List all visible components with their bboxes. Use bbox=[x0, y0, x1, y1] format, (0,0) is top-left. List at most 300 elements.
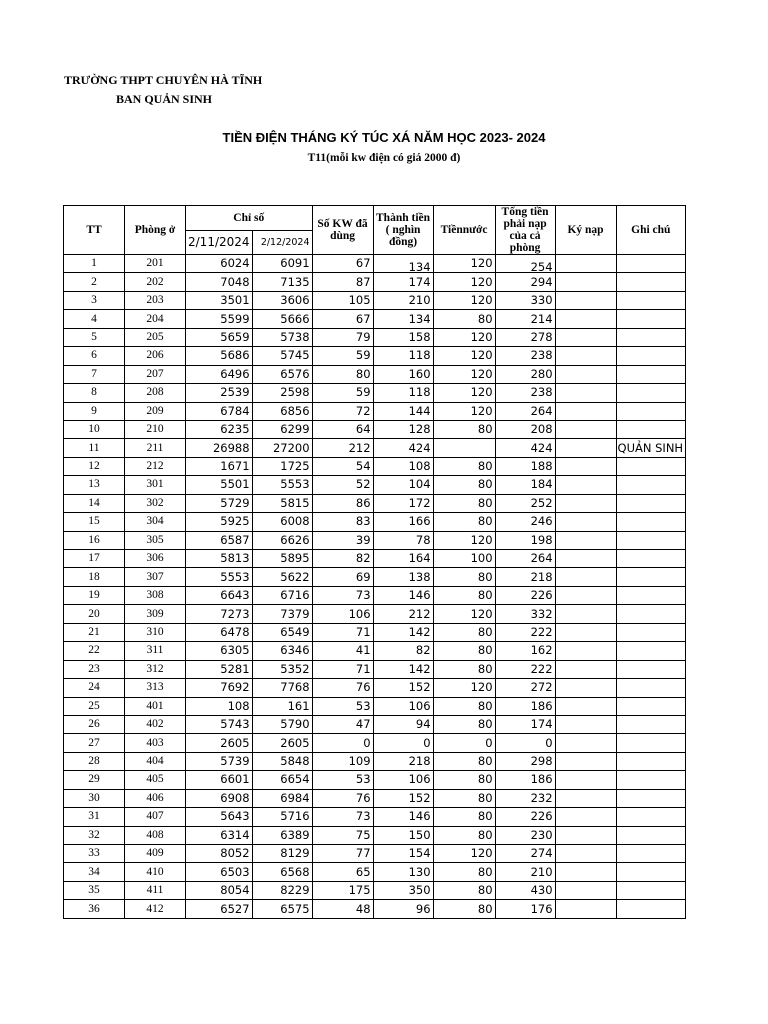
cell-value: 79 bbox=[355, 329, 371, 344]
cell-signed bbox=[555, 457, 616, 475]
cell-value: 201 bbox=[146, 257, 164, 270]
cell-note bbox=[616, 328, 686, 346]
cell-room bbox=[125, 273, 186, 291]
cell-value: 212 bbox=[348, 440, 371, 455]
cell-value: 59 bbox=[355, 385, 371, 400]
cell-value: 222 bbox=[530, 661, 553, 676]
table-row bbox=[64, 863, 686, 881]
cell-value: 53 bbox=[355, 772, 371, 787]
cell-end bbox=[252, 550, 312, 568]
department-name: BAN QUẢN SINH bbox=[116, 92, 213, 106]
cell-value: 10 bbox=[88, 423, 100, 436]
cell-value: 25 bbox=[88, 699, 100, 712]
cell-amount bbox=[373, 568, 433, 586]
cell-value: 120 bbox=[470, 293, 493, 308]
cell-room bbox=[125, 347, 186, 365]
cell-water bbox=[433, 439, 495, 457]
table-row bbox=[64, 845, 686, 863]
cell-room bbox=[125, 476, 186, 494]
cell-total bbox=[495, 531, 555, 549]
cell-tt bbox=[64, 420, 125, 438]
cell-value: 408 bbox=[146, 828, 164, 841]
cell-value: 3 bbox=[91, 294, 97, 307]
cell-value: 7048 bbox=[220, 274, 250, 289]
cell-value: 12 bbox=[88, 460, 100, 473]
cell-value: 134 bbox=[408, 260, 431, 275]
cell-end bbox=[252, 808, 312, 826]
cell-water bbox=[433, 623, 495, 641]
cell-value: 41 bbox=[355, 643, 371, 658]
cell-start bbox=[186, 826, 253, 844]
cell-value: 264 bbox=[530, 403, 553, 418]
cell-value: 172 bbox=[408, 495, 431, 510]
cell-value: 409 bbox=[146, 847, 164, 860]
cell-value: 298 bbox=[530, 754, 553, 769]
cell-note bbox=[616, 881, 686, 899]
cell-value: 6576 bbox=[280, 366, 310, 381]
cell-value: 80 bbox=[477, 495, 493, 510]
cell-value: 401 bbox=[146, 699, 164, 712]
cell-value: 5352 bbox=[280, 661, 310, 676]
cell-value: 188 bbox=[530, 459, 553, 474]
cell-value: 174 bbox=[530, 717, 553, 732]
cell-water bbox=[433, 384, 495, 402]
cell-value: 212 bbox=[408, 606, 431, 621]
cell-value: 7135 bbox=[280, 274, 310, 289]
cell-value: 6389 bbox=[280, 827, 310, 842]
cell-tt bbox=[64, 568, 125, 586]
cell-value: 109 bbox=[348, 754, 371, 769]
col-water: Tiềnnước bbox=[433, 206, 495, 255]
cell-total bbox=[495, 900, 555, 918]
cell-value: 175 bbox=[348, 883, 371, 898]
cell-tt bbox=[64, 752, 125, 770]
cell-amount bbox=[373, 660, 433, 678]
cell-value: 14 bbox=[88, 496, 100, 509]
cell-amount bbox=[373, 734, 433, 752]
cell-value: 144 bbox=[408, 403, 431, 418]
cell-end bbox=[252, 568, 312, 586]
cell-kw bbox=[312, 365, 373, 383]
cell-value: 0 bbox=[423, 735, 431, 750]
cell-room bbox=[125, 623, 186, 641]
table-row bbox=[64, 734, 686, 752]
cell-tt bbox=[64, 513, 125, 531]
cell-value: 82 bbox=[355, 551, 371, 566]
cell-amount bbox=[373, 881, 433, 899]
cell-start bbox=[186, 273, 253, 291]
cell-value: 305 bbox=[146, 533, 164, 546]
cell-amount bbox=[373, 550, 433, 568]
cell-kw bbox=[312, 623, 373, 641]
cell-water bbox=[433, 402, 495, 420]
cell-value: 69 bbox=[355, 569, 371, 584]
cell-value: 312 bbox=[146, 662, 164, 675]
cell-end bbox=[252, 513, 312, 531]
cell-value: 198 bbox=[530, 532, 553, 547]
cell-amount bbox=[373, 476, 433, 494]
cell-kw bbox=[312, 476, 373, 494]
cell-value: 154 bbox=[408, 846, 431, 861]
cell-water bbox=[433, 734, 495, 752]
cell-water bbox=[433, 476, 495, 494]
cell-value: 30 bbox=[88, 791, 100, 804]
table-row bbox=[64, 586, 686, 604]
cell-room bbox=[125, 494, 186, 512]
table-row bbox=[64, 365, 686, 383]
cell-tt bbox=[64, 734, 125, 752]
table-row bbox=[64, 273, 686, 291]
cell-value: 80 bbox=[477, 883, 493, 898]
cell-value: 5716 bbox=[280, 809, 310, 824]
cell-room bbox=[125, 789, 186, 807]
cell-value: 52 bbox=[355, 477, 371, 492]
cell-value: 120 bbox=[470, 403, 493, 418]
cell-value: 5686 bbox=[220, 348, 250, 363]
cell-value: 80 bbox=[477, 864, 493, 879]
table-row bbox=[64, 826, 686, 844]
cell-value: 77 bbox=[355, 846, 371, 861]
cell-room bbox=[125, 734, 186, 752]
cell-value: 108 bbox=[408, 459, 431, 474]
cell-end bbox=[252, 586, 312, 604]
cell-value: 6008 bbox=[280, 514, 310, 529]
cell-water bbox=[433, 365, 495, 383]
table-row bbox=[64, 752, 686, 770]
cell-start bbox=[186, 605, 253, 623]
cell-start bbox=[186, 845, 253, 863]
cell-value: 313 bbox=[146, 681, 164, 694]
cell-value: 2598 bbox=[280, 385, 310, 400]
cell-note bbox=[616, 808, 686, 826]
cell-tt bbox=[64, 328, 125, 346]
cell-water bbox=[433, 863, 495, 881]
cell-value: 164 bbox=[408, 551, 431, 566]
cell-amount bbox=[373, 531, 433, 549]
cell-value: 206 bbox=[146, 349, 164, 362]
cell-note bbox=[616, 605, 686, 623]
cell-note bbox=[616, 457, 686, 475]
table-row bbox=[64, 697, 686, 715]
cell-amount bbox=[373, 863, 433, 881]
cell-value: 87 bbox=[355, 274, 371, 289]
col-meter-end: 2/12/2024 bbox=[252, 230, 312, 254]
cell-value: 80 bbox=[477, 698, 493, 713]
cell-value: 1725 bbox=[280, 459, 310, 474]
cell-signed bbox=[555, 881, 616, 899]
col-total: Tổng tiền phải nạp của cả phòng bbox=[495, 206, 555, 255]
cell-signed bbox=[555, 513, 616, 531]
cell-tt bbox=[64, 881, 125, 899]
cell-amount bbox=[373, 365, 433, 383]
table-row bbox=[64, 660, 686, 678]
cell-value: 36 bbox=[88, 902, 100, 915]
cell-start bbox=[186, 513, 253, 531]
cell-value: 150 bbox=[408, 827, 431, 842]
cell-signed bbox=[555, 291, 616, 309]
cell-total bbox=[495, 660, 555, 678]
cell-signed bbox=[555, 420, 616, 438]
cell-signed bbox=[555, 808, 616, 826]
cell-kw bbox=[312, 605, 373, 623]
cell-total bbox=[495, 679, 555, 697]
cell-amount bbox=[373, 310, 433, 328]
table-row bbox=[64, 420, 686, 438]
cell-value: 210 bbox=[408, 293, 431, 308]
cell-room bbox=[125, 715, 186, 733]
cell-value: 5739 bbox=[220, 754, 250, 769]
cell-start bbox=[186, 255, 253, 273]
cell-value: 80 bbox=[355, 366, 371, 381]
cell-water bbox=[433, 808, 495, 826]
cell-value: 8129 bbox=[280, 846, 310, 861]
cell-signed bbox=[555, 660, 616, 678]
cell-water bbox=[433, 531, 495, 549]
cell-room bbox=[125, 845, 186, 863]
cell-end bbox=[252, 402, 312, 420]
table-row bbox=[64, 291, 686, 309]
cell-water bbox=[433, 715, 495, 733]
table-row bbox=[64, 347, 686, 365]
cell-tt bbox=[64, 347, 125, 365]
cell-total bbox=[495, 642, 555, 660]
cell-room bbox=[125, 365, 186, 383]
cell-room bbox=[125, 642, 186, 660]
cell-value: 166 bbox=[408, 514, 431, 529]
cell-value: 404 bbox=[146, 755, 164, 768]
cell-amount bbox=[373, 273, 433, 291]
cell-total bbox=[495, 789, 555, 807]
cell-value: 252 bbox=[530, 495, 553, 510]
cell-amount bbox=[373, 697, 433, 715]
cell-end bbox=[252, 310, 312, 328]
cell-tt bbox=[64, 457, 125, 475]
cell-water bbox=[433, 310, 495, 328]
cell-value: 8229 bbox=[280, 883, 310, 898]
cell-value: 4 bbox=[91, 312, 97, 325]
cell-water bbox=[433, 826, 495, 844]
cell-start bbox=[186, 550, 253, 568]
cell-value: 67 bbox=[355, 311, 371, 326]
cell-value: 3501 bbox=[220, 293, 250, 308]
cell-tt bbox=[64, 697, 125, 715]
cell-value: 29 bbox=[88, 773, 100, 786]
cell-kw bbox=[312, 384, 373, 402]
cell-room bbox=[125, 697, 186, 715]
cell-tt bbox=[64, 494, 125, 512]
cell-tt bbox=[64, 550, 125, 568]
cell-note bbox=[616, 697, 686, 715]
cell-value: 2539 bbox=[220, 385, 250, 400]
cell-note bbox=[616, 402, 686, 420]
cell-value: 80 bbox=[477, 422, 493, 437]
cell-value: 332 bbox=[530, 606, 553, 621]
cell-value: 5666 bbox=[280, 311, 310, 326]
cell-note bbox=[616, 900, 686, 918]
cell-kw bbox=[312, 734, 373, 752]
cell-kw bbox=[312, 568, 373, 586]
cell-value: 120 bbox=[470, 366, 493, 381]
cell-room bbox=[125, 900, 186, 918]
cell-value: 5790 bbox=[280, 717, 310, 732]
cell-end bbox=[252, 273, 312, 291]
cell-value: 6235 bbox=[220, 422, 250, 437]
table-row bbox=[64, 439, 686, 457]
cell-value: 9 bbox=[91, 404, 97, 417]
cell-room bbox=[125, 826, 186, 844]
cell-value: 2605 bbox=[280, 735, 310, 750]
cell-amount bbox=[373, 586, 433, 604]
cell-value: 6305 bbox=[220, 643, 250, 658]
cell-value: 209 bbox=[146, 404, 164, 417]
cell-value: 5553 bbox=[220, 569, 250, 584]
cell-water bbox=[433, 586, 495, 604]
cell-value: 80 bbox=[477, 643, 493, 658]
cell-end bbox=[252, 771, 312, 789]
cell-value: 22 bbox=[88, 644, 100, 657]
cell-end bbox=[252, 623, 312, 641]
table-row bbox=[64, 255, 686, 273]
cell-value: 302 bbox=[146, 496, 164, 509]
cell-value: 6575 bbox=[280, 901, 310, 916]
table-row bbox=[64, 623, 686, 641]
cell-total bbox=[495, 402, 555, 420]
cell-end bbox=[252, 439, 312, 457]
table-row bbox=[64, 550, 686, 568]
cell-value: 120 bbox=[470, 532, 493, 547]
table-row bbox=[64, 605, 686, 623]
cell-value: 31 bbox=[88, 810, 100, 823]
cell-value: 174 bbox=[408, 274, 431, 289]
cell-value: 33 bbox=[88, 847, 100, 860]
cell-value: 294 bbox=[530, 274, 553, 289]
cell-value: 186 bbox=[530, 772, 553, 787]
cell-signed bbox=[555, 734, 616, 752]
cell-value: 106 bbox=[408, 698, 431, 713]
cell-value: 23 bbox=[88, 662, 100, 675]
cell-kw bbox=[312, 900, 373, 918]
cell-total bbox=[495, 845, 555, 863]
cell-value: 5813 bbox=[220, 551, 250, 566]
electricity-table bbox=[63, 205, 686, 919]
cell-value: 5643 bbox=[220, 809, 250, 824]
cell-tt bbox=[64, 808, 125, 826]
cell-value: 2605 bbox=[220, 735, 250, 750]
cell-amount bbox=[373, 384, 433, 402]
cell-value: 6346 bbox=[280, 643, 310, 658]
cell-value: 6299 bbox=[280, 422, 310, 437]
cell-value: 6503 bbox=[220, 864, 250, 879]
cell-signed bbox=[555, 255, 616, 273]
cell-value: 0 bbox=[545, 735, 553, 750]
cell-value: 158 bbox=[408, 329, 431, 344]
cell-kw bbox=[312, 347, 373, 365]
cell-value: 2 bbox=[91, 275, 97, 288]
cell-note bbox=[616, 863, 686, 881]
cell-value: 11 bbox=[88, 441, 100, 454]
cell-value: 6856 bbox=[280, 403, 310, 418]
cell-value: 6024 bbox=[220, 256, 250, 271]
cell-value: 309 bbox=[146, 607, 164, 620]
cell-room bbox=[125, 660, 186, 678]
cell-value: 80 bbox=[477, 311, 493, 326]
cell-value: 1 bbox=[91, 257, 97, 270]
cell-value: 424 bbox=[408, 440, 431, 455]
cell-start bbox=[186, 439, 253, 457]
cell-value: 412 bbox=[146, 902, 164, 915]
cell-value: 134 bbox=[408, 311, 431, 326]
cell-value: 210 bbox=[530, 864, 553, 879]
cell-kw bbox=[312, 586, 373, 604]
cell-value: 203 bbox=[146, 294, 164, 307]
cell-value: 0 bbox=[363, 735, 371, 750]
cell-water bbox=[433, 550, 495, 568]
col-room: Phòng ở bbox=[125, 206, 186, 255]
cell-value: 406 bbox=[146, 791, 164, 804]
cell-total bbox=[495, 826, 555, 844]
cell-note bbox=[616, 752, 686, 770]
cell-value: 152 bbox=[408, 680, 431, 695]
cell-value: 130 bbox=[408, 864, 431, 879]
cell-value: 19 bbox=[88, 589, 100, 602]
cell-tt bbox=[64, 273, 125, 291]
cell-value: 5729 bbox=[220, 495, 250, 510]
cell-amount bbox=[373, 513, 433, 531]
cell-value: 8 bbox=[91, 386, 97, 399]
cell-value: 7692 bbox=[220, 680, 250, 695]
cell-note bbox=[616, 550, 686, 568]
cell-value: 13 bbox=[88, 478, 100, 491]
cell-value: 7379 bbox=[280, 606, 310, 621]
cell-note bbox=[616, 291, 686, 309]
cell-value: 6654 bbox=[280, 772, 310, 787]
cell-amount bbox=[373, 845, 433, 863]
cell-value: 20 bbox=[88, 607, 100, 620]
cell-value: 5738 bbox=[280, 329, 310, 344]
cell-room bbox=[125, 863, 186, 881]
cell-water bbox=[433, 642, 495, 660]
cell-value: 80 bbox=[477, 827, 493, 842]
cell-note bbox=[616, 476, 686, 494]
cell-water bbox=[433, 845, 495, 863]
cell-amount bbox=[373, 808, 433, 826]
cell-value: 186 bbox=[530, 698, 553, 713]
cell-signed bbox=[555, 605, 616, 623]
cell-end bbox=[252, 384, 312, 402]
cell-total bbox=[495, 586, 555, 604]
cell-amount bbox=[373, 439, 433, 457]
cell-value: 5281 bbox=[220, 661, 250, 676]
cell-value: 8054 bbox=[220, 883, 250, 898]
col-note: Ghi chú bbox=[616, 206, 686, 255]
cell-tt bbox=[64, 255, 125, 273]
cell-value: 48 bbox=[355, 901, 371, 916]
cell-value: 120 bbox=[470, 680, 493, 695]
cell-tt bbox=[64, 715, 125, 733]
cell-value: 350 bbox=[408, 883, 431, 898]
cell-value: 118 bbox=[408, 385, 431, 400]
cell-value: 6908 bbox=[220, 790, 250, 805]
cell-tt bbox=[64, 586, 125, 604]
cell-kw bbox=[312, 789, 373, 807]
table-row bbox=[64, 328, 686, 346]
cell-value: 204 bbox=[146, 312, 164, 325]
cell-value: 80 bbox=[477, 717, 493, 732]
cell-value: 146 bbox=[408, 588, 431, 603]
cell-value: 142 bbox=[408, 624, 431, 639]
cell-value: 100 bbox=[470, 551, 493, 566]
cell-value: 246 bbox=[530, 514, 553, 529]
